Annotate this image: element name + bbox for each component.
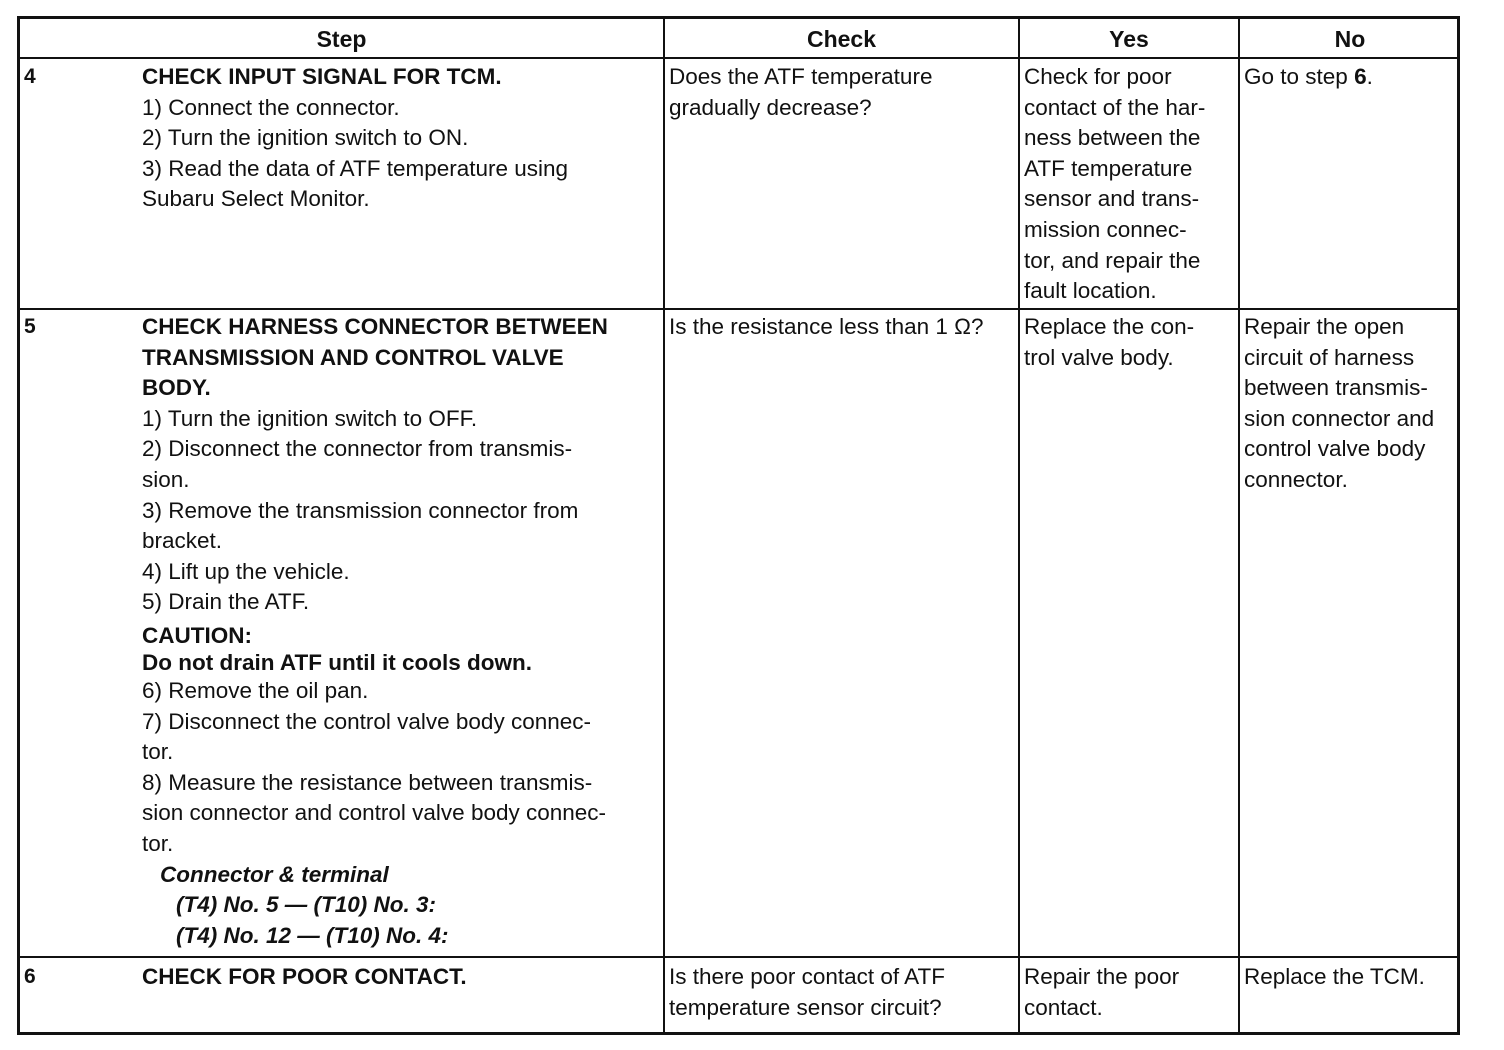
check-line: gradually decrease? [669, 94, 872, 120]
check-line: temperature sensor circuit? [669, 994, 942, 1020]
step-title: CHECK FOR POOR CONTACT. [142, 964, 467, 989]
yes-cell [1024, 962, 1179, 1023]
step-line: 2) Turn the ignition switch to ON. [142, 125, 469, 151]
yes-line: Replace the con- [1024, 314, 1195, 339]
check-cell [669, 962, 945, 1023]
step-line: 4) Lift up the vehicle. [142, 558, 350, 584]
step-line: sion. [142, 466, 190, 492]
step-cell [142, 962, 467, 993]
caution-label: CAUTION: [142, 622, 252, 648]
diagnosis-table [17, 16, 1460, 1035]
yes-line: fault location. [1024, 278, 1157, 304]
check-line: Is the resistance less than 1 Ω? [669, 314, 984, 339]
yes-line: Check for poor [1024, 64, 1172, 89]
yes-cell [1024, 62, 1205, 307]
step-line: tor. [142, 739, 174, 765]
step-cell [142, 62, 568, 215]
spec-line: (T4) No. 12 — (T10) No. 4: [176, 922, 449, 948]
no-prefix: Go to step [1244, 64, 1355, 89]
step-line: tor. [142, 830, 174, 856]
step-line: 1) Turn the ignition switch to OFF. [142, 405, 478, 431]
step-cell [142, 312, 608, 951]
header-step: Step [316, 25, 367, 52]
step-title: BODY. [142, 375, 211, 401]
check-line: Does the ATF temperature [669, 64, 933, 89]
no-line: sion connector and [1244, 405, 1435, 431]
no-cell [1244, 62, 1373, 93]
step-line: 2) Disconnect the connector from transmis- [142, 436, 573, 462]
step-line: 1) Connect the connector. [142, 94, 400, 120]
no-line: circuit of harness [1244, 344, 1415, 370]
yes-line: trol valve body. [1024, 344, 1174, 370]
step-line: 5) Drain the ATF. [142, 589, 310, 615]
yes-line: contact. [1024, 994, 1103, 1020]
row-divider [20, 956, 1457, 958]
no-line: between transmis- [1244, 375, 1428, 401]
check-line: Is there poor contact of ATF [669, 964, 945, 989]
step-line: 7) Disconnect the control valve body connec- [142, 708, 591, 734]
caution-text: Do not drain ATF until it cools down. [142, 649, 532, 675]
no-line: Replace the TCM. [1244, 964, 1425, 989]
step-reference: 6 [1354, 64, 1367, 89]
step-line: bracket. [142, 528, 223, 554]
no-line: control valve body [1244, 436, 1426, 462]
column-divider [663, 19, 665, 1032]
check-cell [669, 62, 932, 123]
yes-line: Repair the poor [1024, 964, 1180, 989]
step-number: 6 [24, 965, 36, 988]
yes-line: ness between the [1024, 125, 1201, 151]
header-yes: Yes [1109, 25, 1149, 52]
step-line: Subaru Select Monitor. [142, 186, 370, 212]
header-check: Check [806, 25, 877, 52]
no-line: Repair the open [1244, 314, 1405, 339]
step-line: 6) Remove the oil pan. [142, 677, 369, 703]
header-no: No [1334, 25, 1366, 52]
no-cell [1244, 962, 1425, 993]
column-divider [1018, 19, 1020, 1032]
spec-line: (T4) No. 5 — (T10) No. 3: [176, 892, 437, 918]
step-line: sion connector and control valve body connec- [142, 800, 607, 826]
step-title: CHECK HARNESS CONNECTOR BETWEEN [142, 314, 608, 339]
check-cell [669, 312, 983, 343]
step-line: 3) Read the data of ATF temperature using [142, 155, 569, 181]
step-line: 8) Measure the resistance between transmis- [142, 769, 593, 795]
yes-line: ATF temperature [1024, 155, 1193, 181]
column-divider [1238, 19, 1240, 1032]
yes-cell [1024, 312, 1194, 373]
step-line: 3) Remove the transmission connector from [142, 497, 579, 523]
no-line: connector. [1244, 466, 1348, 492]
yes-line: contact of the har- [1024, 94, 1206, 120]
no-suffix: . [1366, 64, 1373, 89]
yes-line: sensor and trans- [1024, 186, 1200, 212]
yes-line: tor, and repair the [1024, 247, 1201, 273]
no-line [1244, 62, 1373, 93]
yes-line: mission connec- [1024, 216, 1187, 242]
step-number: 5 [24, 315, 36, 338]
step-title: CHECK INPUT SIGNAL FOR TCM. [142, 64, 502, 89]
step-title: TRANSMISSION AND CONTROL VALVE [142, 344, 564, 370]
row-divider [20, 308, 1457, 310]
spec-label: Connector & terminal [160, 861, 389, 887]
step-number: 4 [24, 65, 36, 88]
no-cell [1244, 312, 1434, 496]
